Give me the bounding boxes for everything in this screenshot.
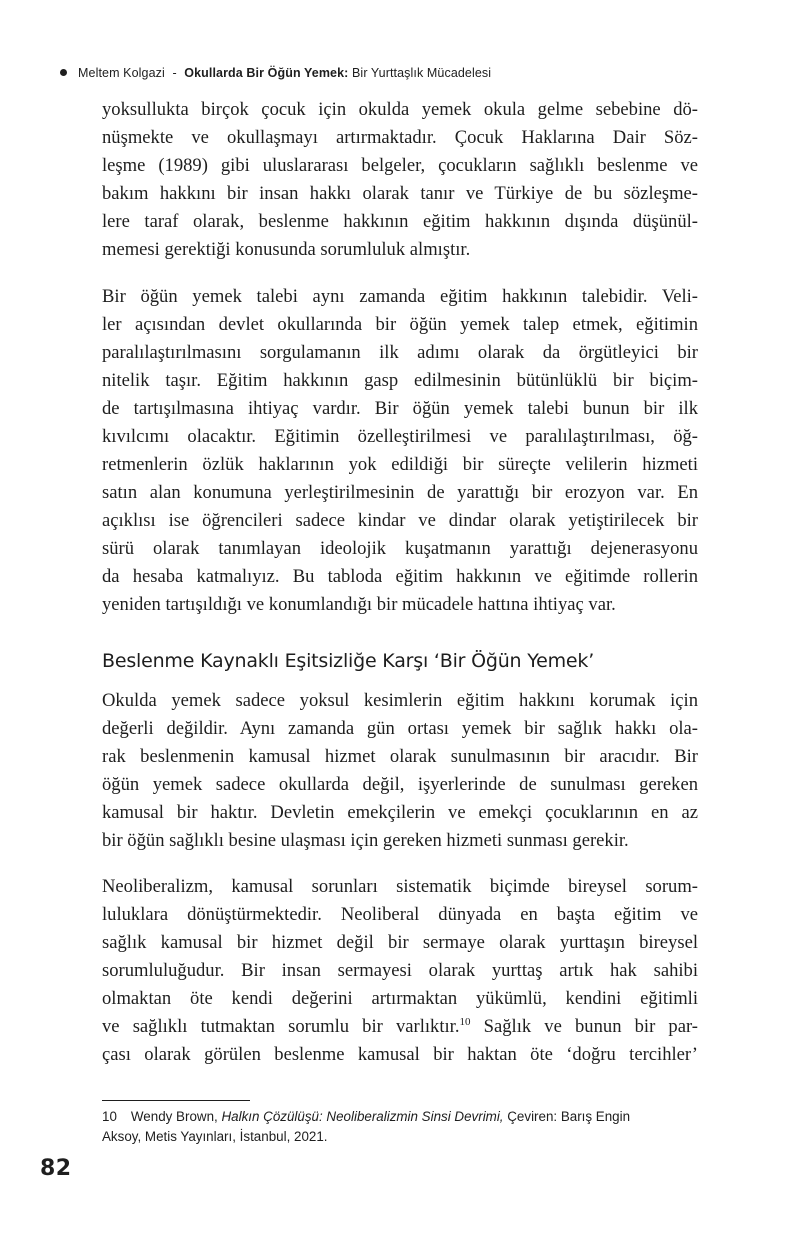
paragraph-line: sürü olarak tanımlayan ideolojik kuşatmanın yarattığı dejenerasyonu bbox=[102, 538, 698, 559]
paragraph-line: değerli değildir. Aynı zamanda gün ortası yemek bir sağlık hakkı ola- bbox=[102, 718, 698, 739]
paragraph-3 bbox=[102, 687, 698, 855]
paragraph-line: kamusal bir haktır. Devletin emekçilerin ve emekçi çocuklarının en az bbox=[102, 802, 698, 823]
paragraph-4 bbox=[102, 873, 698, 1069]
paragraph-line: bir öğün sağlıklı besine ulaşması için gereken hizmeti sunması gerekir. bbox=[102, 830, 629, 851]
bullet-icon bbox=[60, 69, 67, 76]
paragraph-line: luluklara dönüştürmektedir. Neoliberal dünyada en başta eğitim ve bbox=[102, 904, 698, 925]
paragraph-line: sorumluluğudur. Bir insan sermayesi olarak yurttaş artık hak sahibi bbox=[102, 960, 698, 981]
footnote-number: 10 bbox=[102, 1109, 117, 1124]
paragraph-line: leşme (1989) gibi uluslararası belgeler, çocukların sağlıklı beslenme ve bbox=[102, 155, 698, 176]
page-number: 82 bbox=[40, 1156, 72, 1181]
footnote-rest: Çeviren: Barış Engin bbox=[503, 1109, 631, 1124]
paragraph-line: satın alan konumuna yerleştirilmesinin de yarattığı bir erozyon var. En bbox=[102, 482, 698, 503]
paragraph-line: lere taraf olarak, beslenme hakkının eğitim hakkının dışında düşünül- bbox=[102, 211, 698, 232]
paragraph-line: Okulda yemek sadece yoksul kesimlerin eğitim hakkını korumak için bbox=[102, 690, 698, 711]
paragraph-line: retmenlerin özlük haklarının yok edildiği bir süreçte velilerin hizmeti bbox=[102, 454, 698, 475]
running-header bbox=[60, 66, 491, 80]
footnote-reference[interactable]: 10 bbox=[459, 1016, 471, 1028]
paragraph-line: öğün yemek sadece okullarda değil, işyerlerinde de sunulması gereken bbox=[102, 774, 698, 795]
paragraph-line: Neoliberalizm, kamusal sorunları sistematik biçimde bireysel sorum- bbox=[102, 876, 698, 897]
paragraph-line: nüşmekte ve okullaşmayı artırmaktadır. Çocuk Haklarına Dair Söz- bbox=[102, 127, 698, 148]
footnote-divider bbox=[102, 1100, 250, 1101]
paragraph-2 bbox=[102, 283, 698, 619]
paragraph-line: kıvılcımı olacaktır. Eğitimin özelleştirilmesi ve paralılaştırılması, öğ- bbox=[102, 426, 698, 447]
paragraph-line bbox=[102, 1013, 698, 1041]
paragraph-line: yeniden tartışıldığı ve konumlandığı bir mücadele hattına ihtiyaç var. bbox=[102, 594, 616, 615]
paragraph-line: de tartışılmasına ihtiyaç vardır. Bir öğün yemek talebi bunun bir ilk bbox=[102, 398, 698, 419]
paragraph-line: da hesaba katmalıyız. Bu tabloda eğitim hakkının ve eğitimde rollerin bbox=[102, 566, 698, 587]
paragraph-line: çası olarak görülen beslenme kamusal bir haktan öte ‘doğru tercihler’ bbox=[102, 1044, 698, 1065]
footnote-line bbox=[102, 1107, 698, 1127]
paragraph-line-text: ve sağlıklı tutmaktan sorumlu bir varlıktır. bbox=[102, 1016, 460, 1037]
paragraph-line: paralılaştırılmasını sorgulamanın ilk adımı olarak da örgütleyici bir bbox=[102, 342, 698, 363]
footnote-line: Aksoy, Metis Yayınları, İstanbul, 2021. bbox=[102, 1129, 328, 1144]
paragraph-line: açıklısı ise öğrencileri sadece kindar ve dindar olarak yetiştirilecek bir bbox=[102, 510, 698, 531]
paragraph-line: yoksullukta birçok çocuk için okulda yemek okula gelme sebebine dö- bbox=[102, 99, 698, 120]
footnote-title: Halkın Çözülüşü: Neoliberalizmin Sinsi Devrimi, bbox=[221, 1109, 504, 1124]
footnote bbox=[102, 1107, 698, 1147]
footnote-author: Wendy Brown, bbox=[130, 1109, 218, 1124]
header-separator: - bbox=[172, 66, 177, 80]
paragraph-line: memesi gerektiği konusunda sorumluluk almıştır. bbox=[102, 239, 471, 260]
section-heading: Beslenme Kaynaklı Eşitsizliğe Karşı ‘Bir Öğün Yemek’ bbox=[102, 650, 595, 672]
paragraph-line: bakım hakkını bir insan hakkı olarak tanır ve Türkiye de bu sözleşme- bbox=[102, 183, 698, 204]
header-title-bold: Okullarda Bir Öğün Yemek: bbox=[184, 66, 349, 80]
paragraph-line: rak beslenmenin kamusal hizmet olarak sunulmasının bir aracıdır. Bir bbox=[102, 746, 698, 767]
paragraph-line: olmaktan öte kendi değerini artırmaktan yükümlü, kendini eğitimli bbox=[102, 988, 698, 1009]
paragraph-line: Bir öğün yemek talebi aynı zamanda eğitim hakkının talebidir. Veli- bbox=[102, 286, 698, 307]
paragraph-line: sağlık kamusal bir hizmet değil bir sermaye olarak yurttaşın bireysel bbox=[102, 932, 698, 953]
header-title-rest: Bir Yurttaşlık Mücadelesi bbox=[352, 66, 492, 80]
paragraph-line: nitelik taşır. Eğitim hakkının gasp edilmesinin bütünlüklü bir biçim- bbox=[102, 370, 698, 391]
paragraph-1 bbox=[102, 96, 698, 264]
paragraph-line: ler açısından devlet okullarında bir öğün yemek talep etmek, eğitimin bbox=[102, 314, 698, 335]
paragraph-line-text: Sağlık ve bunun bir par- bbox=[470, 1016, 698, 1037]
header-author: Meltem Kolgazi bbox=[78, 66, 165, 80]
